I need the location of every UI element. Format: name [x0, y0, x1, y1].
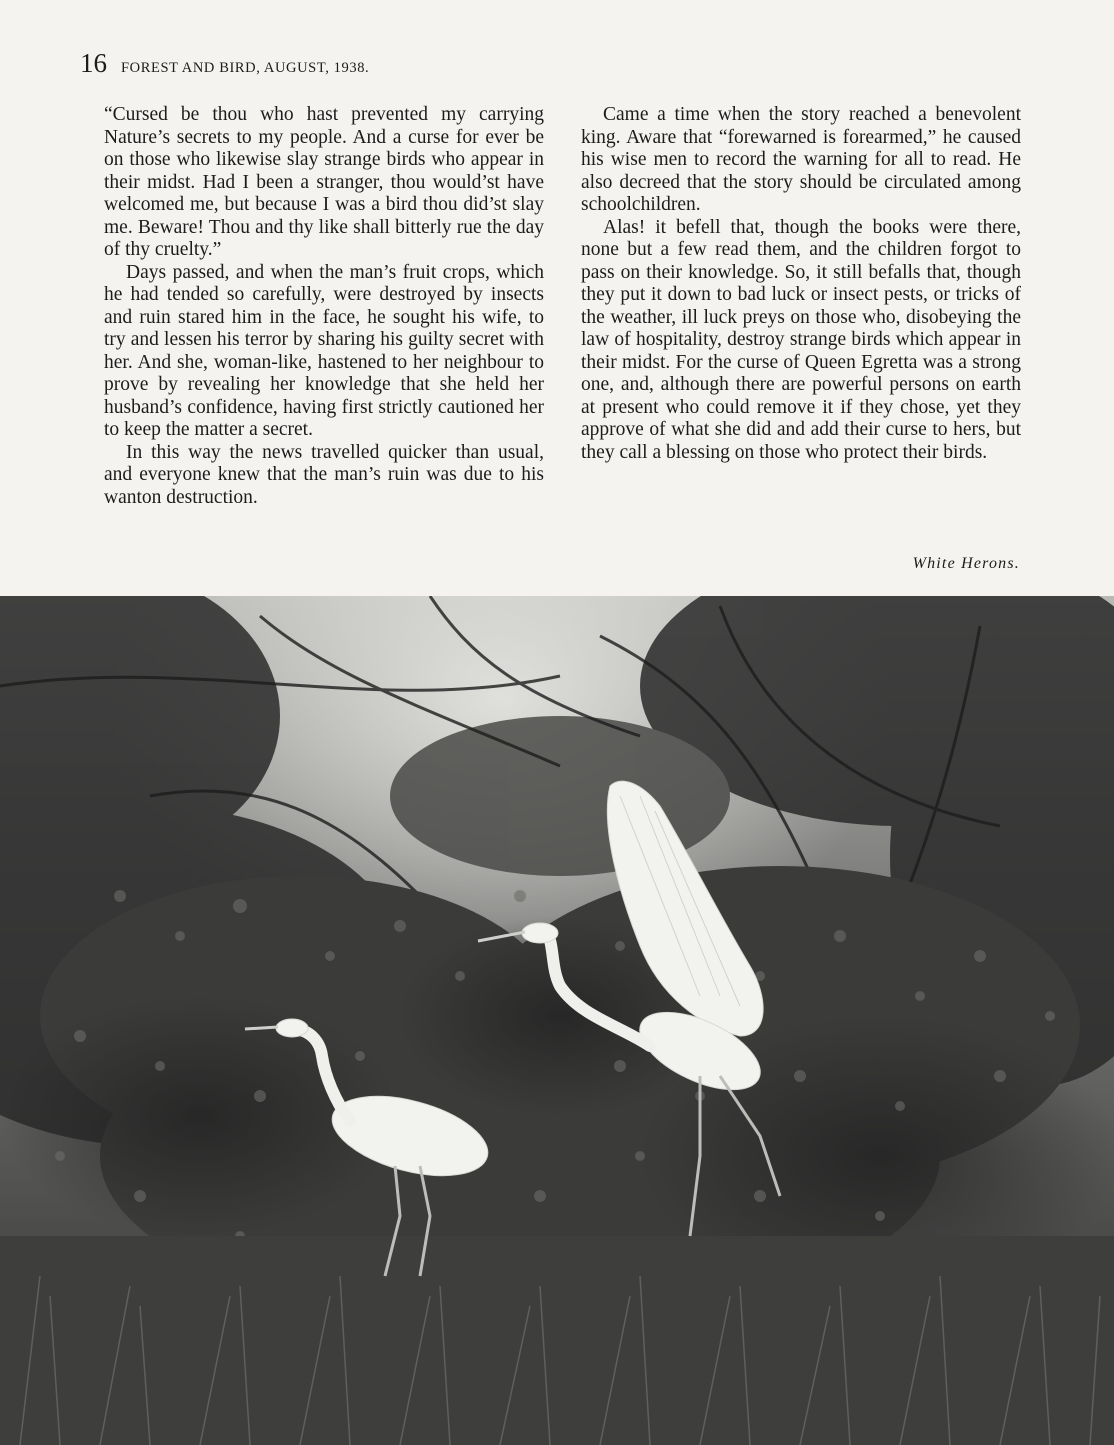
heron-photograph [0, 596, 1114, 1445]
paragraph: Days passed, and when the man’s fruit crops, which he had tended so carefully, were destroyed by insects and ruin stared him in the face, he sought his wife, to try and lessen his terror by sharing his guilty secret with her. And she, woman-like, hastened to her neighbour to prove by revealing her knowledge that she held her husband’s confidence, having first strictly cautioned her to keep the matter a secret. [104, 261, 544, 440]
right-text-column [581, 104, 1021, 464]
left-text-column [104, 104, 544, 509]
running-head: FOREST AND BIRD, AUGUST, 1938. [121, 60, 370, 76]
page-header [80, 48, 369, 79]
page-number: 16 [80, 48, 107, 78]
photo-caption: White Herons. [912, 555, 1020, 572]
paragraph: Alas! it befell that, though the books were there, none but a few read them, and the children forgot to pass on their knowledge. So, it still befalls that, though they put it down to bad luck or insect pests, or tricks of the weather, ill luck preys on those who, disobeying the law of hospitality, destroy strange birds which appear in their midst. For the curse of Queen Egretta was a strong one, and, although there are powerful persons on earth at present who could remove it if they chose, yet they approve of what she did and add their curse to hers, but they call a blessing on those who protect their birds. [581, 216, 1021, 463]
paragraph: “Cursed be thou who hast prevented my carrying Nature’s secrets to my people. And a curse for ever be on those who likewise slay strange birds who appear in their midst. Had I been a stranger, thou would’st have welcomed me, but because I was a bird thou did’st slay me. Beware! Thou and thy like shall bitterly rue the day of thy cruelty.” [104, 104, 544, 260]
paragraph: Came a time when the story reached a benevolent king. Aware that “forewarned is forearmed,” he caused his wise men to record the warning for all to read. He also decreed that the story should be circulated among schoolchildren. [581, 104, 1021, 215]
paragraph: In this way the news travelled quicker than usual, and everyone knew that the man’s ruin was due to his wanton destruction. [104, 441, 544, 508]
